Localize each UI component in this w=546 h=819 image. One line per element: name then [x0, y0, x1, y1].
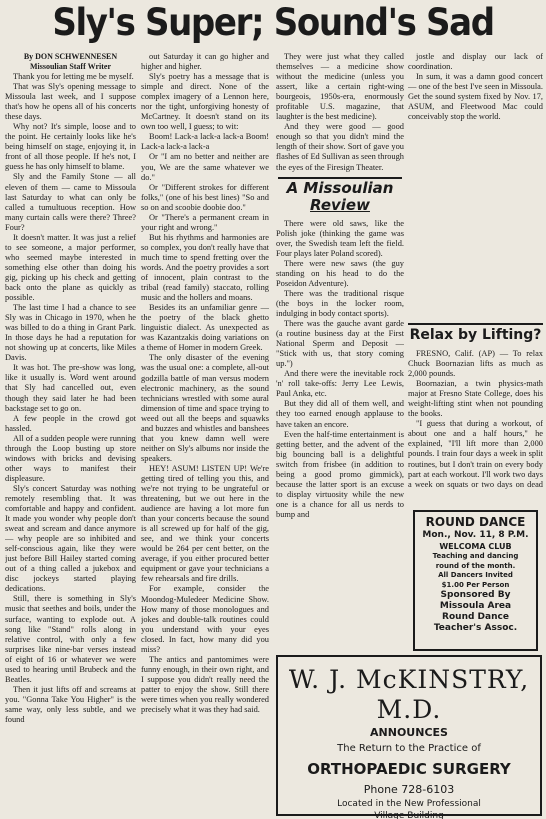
column-3-body-top [276, 52, 404, 173]
paragraph: Or "Different strokes for different folks," (one of his best lines) "So and so on and scoobie doobie doo." [141, 182, 269, 212]
paragraph: FRESNO, Calif. (AP) — To relax Chuck Boornazian lifts as much as 2,000 pounds. [408, 349, 543, 379]
paragraph: Then it just lifts off and screams at you. "Gonna Take You Higher" is the same way, only less subtle, and we found [5, 684, 136, 724]
paragraph: There was the traditional risque (the boys in the locker room, indulging in body contact sports). [276, 288, 404, 318]
paragraph: Still, there is something in Sly's music that seethes and boils, under the surface, wanting to explode out. A song like "Stand" rolls along in relative control, with only a few surprises like nine-bar verses instead of eight of 16 or whatever we were used to hearing until Brubeck and the Beatles. [5, 594, 136, 684]
relax-body [408, 349, 543, 489]
paragraph: But his rhythms and harmonies are so complex, you don't really have that much time to spend fretting over the words. And the poetry provides a sort of innocent, plain contrast to the tribal (read family) staccato, rolling music and the hollers and moans. [141, 232, 269, 303]
column-2-body [141, 52, 269, 715]
paragraph: Boornazian, a twin physics-math major at Fresno State College, does his weight-lifting stint when not pounding the books. [408, 379, 543, 419]
ad-phone: Phone 728-6103 [363, 783, 455, 796]
paragraph: HEY! ASUM! LISTEN UP! We're getting tired of telling you this, and we're not trying to be ungrateful or threatening, but we out here in the audience are having a lot more fun than your concerts because the sound is all screwed up for half of the gig, see, and we think your concerts would be 264 per cent better, on the average, if you either procured better equipment or gave your technicians a few rehearsals and fire drills. [141, 463, 269, 584]
paragraph: All of a sudden people were running through the Loop busting up store windows with bricks and devising other ways to manifest their displeasure. [5, 433, 136, 483]
review-label [276, 177, 404, 214]
ad-location-1: Located in the New Professional [337, 799, 481, 809]
paragraph: Sly's concert Saturday was nothing remotely resembling that. It was comfortable and happy and confident. It made you wonder why people don't sweat and scream and dance anymore — why people are so inhibited and self-conscious again, like they were just before Bill Hailey started coming out of a thing called a jukebox and disc jockeys started playing dedications. [5, 483, 136, 594]
paragraph: That was Sly's opening message to Missoula last week, and I suppose that's how he opens all of his concerts these days. [5, 82, 136, 122]
round-dance-ad [413, 510, 538, 651]
article-column-2 [141, 52, 269, 819]
column-3-body-bottom [276, 219, 404, 520]
round-dance-line2: round of the month. [435, 561, 516, 570]
round-dance-line3: All Dancers Invited [438, 571, 513, 579]
column-1-body [5, 72, 136, 725]
paragraph: But they did all of them well, and they too earned enough applause to have taken an encore. [276, 399, 404, 429]
review-label-line2: Review [310, 195, 370, 214]
paragraph: There was the gauche avant garde (a routine business day at the First National Sperm and Deposit — "Stick with us, that story coming up.") [276, 319, 404, 369]
ad-return-line: The Return to the Practice of [337, 743, 481, 754]
paragraph: Why not? It's simple, loose and to the point. He certainly looks like he's being himself on stage, enjoying it, in front of all those people. If he's not, I guess he has only himself to blame. [5, 122, 136, 172]
byline-role: Missoulian Staff Writer [29, 62, 112, 71]
round-dance-sponsor4: Teacher's Assoc. [433, 623, 518, 633]
article-column-1 [5, 52, 136, 819]
paragraph: It doesn't matter. It was just a relief to see someone, a major performer, who seemed maybe interested in something else other than doing his gig, picking up his check and getting back onto the plane as quickly as possible. [5, 232, 136, 303]
round-dance-sponsor1: Sponsored By [440, 590, 511, 600]
ad-specialty: ORTHOPAEDIC SURGERY [307, 760, 511, 778]
paragraph: Or "There's a permanent cream in your right and wrong." [141, 212, 269, 232]
paragraph: Or "I am no better and neither are you, We are the same whatever we do." [141, 152, 269, 182]
paragraph: The only disaster of the evening was the usual one: a complete, all-out godzilla battle of man versus modern electronic machinery, as the sound technicians wrestled with some aural dimension of time and space trying to weed out all the beeps and squawks and buzzes and whistles and banshees that you knew damn well were neither on Sly's albums nor inside the speakers. [141, 353, 269, 463]
round-dance-sponsor2: Missoula Area [439, 601, 512, 611]
round-dance-price: $1.00 Per Person [441, 580, 510, 589]
headline: Sly's Super; Sound's Sad [52, 1, 494, 44]
paragraph: There were new saws (the guy standing on his head to do the Poseidon Adventure). [276, 258, 404, 288]
doctor-name: W. J. McKINSTRY, M.D. [288, 665, 530, 724]
doctor-ad [276, 655, 542, 819]
paragraph: "I guess that during a workout, of about one and a half hours," he explained, "I'll lift more than 2,000 pounds. I train four days a week in split routines, but I don't train on every body part at each workout. I'll work two days a week on squats or two days on dead [408, 419, 543, 489]
ad-announces: ANNOUNCES [370, 726, 448, 739]
paragraph: The antics and pantomimes were funny enough, in their own right, and I suppose you didn't really need the patter to enjoy the show. Still there were times when you really wondered precisely what it was they had said. [141, 654, 269, 715]
paragraph: It was hot. The pre-show was long, like it usually is. Word went around that Sly had cancelled out, even though they said later he had been backstage set to go on. [5, 363, 136, 413]
paragraph: There were old saws, like the Polish joke (thinking the game was over, the Swedish team left the field. Four plays later Poland scored). [276, 218, 404, 258]
paragraph: Sly and the Family Stone — all eleven of them — came to Missoula last Saturday to what can only be called a tumultuous reception. How many curtain calls were there? Three? Four? [5, 172, 136, 232]
paragraph: Even the half-time entertainment is getting better, and the advent of the big bouncing ball is a delightful switch from frisbee (in addition to being a good promo gimmick), because the latter sport is an excuse to display virtuosity while the new one is a chance for all us nerds to bump and [276, 429, 404, 519]
ad-location-2: Village Building [374, 811, 444, 819]
paragraph: out Saturday it can go higher and higher and higher. [141, 52, 269, 72]
relax-article [408, 349, 543, 489]
paragraph: Sly's poetry has a message that is simple and direct. None of the complex imagery of a Lennon here, nor the tight, unforgiving honesty of McCartney. It doesn't stand on its own too well, I guess; to wit: [141, 72, 269, 132]
round-dance-title: ROUND DANCE [425, 515, 526, 529]
column-4-body [408, 52, 543, 122]
paragraph: For example, consider the Moondog-Muledeer Medicine Show. How many of those monologues and jokes and double-talk routines could you understand with your eyes closed. In fact, how many did you miss? [141, 584, 269, 654]
round-dance-venue: WELCOMA CLUB [439, 542, 512, 551]
relax-headline-block [408, 322, 543, 344]
paragraph: Thank you for letting me be myself. [13, 72, 134, 81]
round-dance-sponsor3: Round Dance [442, 612, 509, 622]
paragraph: In sum, it was a damn good concert — one of the best I've seen in Missoula. Get the sound system fixed by Nov. 17, ASUM, and Fleetwood Mac could conceivably stop the world. [408, 72, 543, 122]
paragraph: Boom! Lack-a lack-a lack-a Boom! Lack-a lack-a lack-a [141, 132, 269, 152]
relax-headline: Relax by Lifting? [409, 327, 542, 343]
paragraph: The last time I had a chance to see Sly was in Chicago in 1970, when he was billed to do a thing in Grant Park. In those days he had a reputation for not showing up at concerts, like Miles Davis. [5, 303, 136, 363]
paragraph: And they were good — good enough so that you didn't mind the length of their show. Sort of gave you flashes of Ed Sullivan as seen through the eyes of the Firesign Theater. [276, 122, 404, 172]
paragraph: jostle and display our lack of coordination. [408, 52, 543, 72]
round-dance-date: Mon., Nov. 11, 8 P.M. [422, 530, 529, 540]
paragraph: They were just what they called themselves — a medicine show without the medicine (unless you assert, like a certain right-wing bourgeois, 1950s-era, enormously profitable U.S. magazine, that laughter is the best medicine). [276, 52, 404, 122]
paragraph: A few people in the crowd got hassled. [5, 413, 136, 433]
paragraph: And there were the inevitable rock 'n' roll take-offs: Jerry Lee Lewis, Paul Anka, etc. [276, 369, 404, 399]
byline: By DON SCHWENNESEN [23, 52, 118, 61]
article-column-4 [408, 52, 543, 319]
paragraph: Besides its an unfamiliar genre — the poetry of the black ghetto linguistic dialect. As unexpected as was Kazantzakis doing variations on a theme of Homer in modern Greek. [141, 303, 269, 353]
review-label-line1: A Missoulian [286, 178, 394, 197]
round-dance-line1: Teaching and dancing [432, 552, 519, 560]
